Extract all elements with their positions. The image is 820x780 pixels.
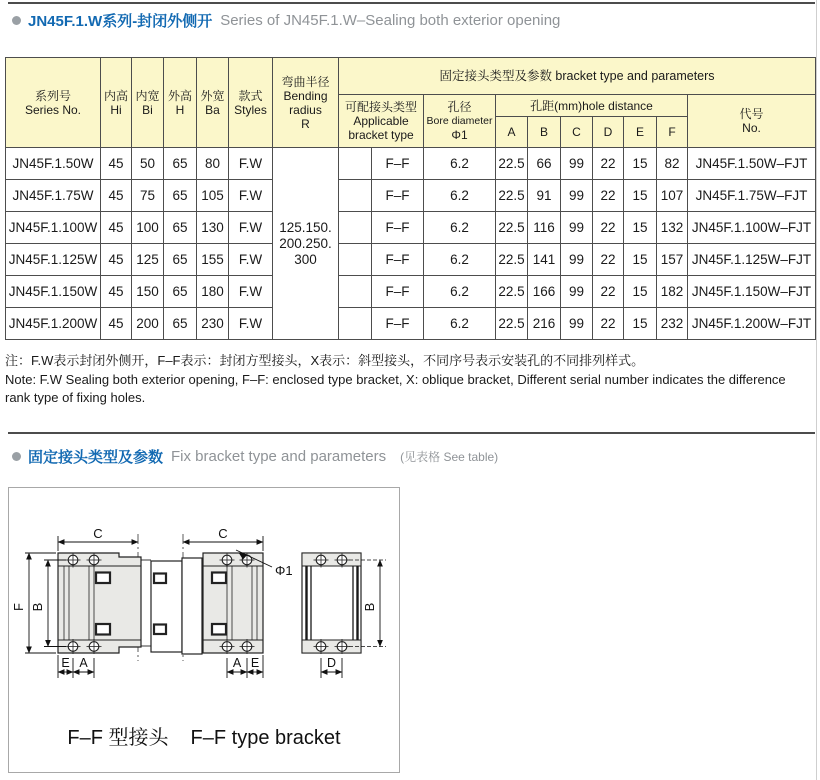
section2-title-en: Fix bracket type and parameters	[171, 448, 387, 465]
diagram-caption-zh: F–F 型接头	[67, 727, 169, 749]
cell-code: JN45F.1.75W–FJT	[688, 180, 816, 212]
cell-f: 157	[657, 244, 688, 276]
table-notes	[5, 352, 814, 408]
cell-series: JN45F.1.200W	[6, 308, 101, 340]
header-code: 代号 No.	[688, 95, 816, 148]
cell-f: 232	[657, 308, 688, 340]
end-view-drawing	[302, 553, 361, 653]
cell-c: 99	[561, 212, 593, 244]
header-col-c: C	[561, 117, 593, 148]
page-title-zh: JN45F.1.W系列-封闭外侧开	[28, 13, 213, 30]
diagram-caption	[9, 721, 399, 750]
cell-d: 22	[593, 180, 624, 212]
table-row	[6, 308, 816, 340]
cell-style: F.W	[229, 180, 273, 212]
cell-bi: 150	[132, 276, 164, 308]
cell-style: F.W	[229, 148, 273, 180]
cell-h: 65	[164, 244, 197, 276]
cell-d: 22	[593, 276, 624, 308]
bracket-diagram-box	[8, 487, 400, 773]
cell-series: JN45F.1.150W	[6, 276, 101, 308]
section-divider	[8, 432, 815, 434]
side-view-left-plate	[58, 553, 141, 653]
cell-a: 22.5	[496, 276, 528, 308]
cell-e: 15	[624, 212, 657, 244]
cell-ba: 230	[197, 308, 229, 340]
header-styles: 款式 Styles	[229, 58, 273, 148]
note-en: Note: F.W Sealing both exterior opening, F–F: enclosed type bracket, X: oblique bracket, Different serial number indicates the difference rank type of fixing holes.	[5, 371, 786, 405]
dim-label-e-bottom-left: E	[61, 656, 70, 670]
cell-bore: 6.2	[424, 244, 496, 276]
header-h: 外高 H	[164, 58, 197, 148]
header-col-e: E	[624, 117, 657, 148]
cell-code: JN45F.1.50W–FJT	[688, 148, 816, 180]
cell-ba: 130	[197, 212, 229, 244]
header-hi: 内高 Hi	[101, 58, 132, 148]
cell-ba: 180	[197, 276, 229, 308]
cell-hi: 45	[101, 180, 132, 212]
spacer-cell	[339, 244, 372, 276]
page-title-en: Series of JN45F.1.W–Sealing both exterior opening	[220, 12, 561, 29]
cell-f: 132	[657, 212, 688, 244]
cell-bore: 6.2	[424, 308, 496, 340]
dim-label-f: F	[11, 603, 26, 611]
header-bi: 内宽 Bi	[132, 58, 164, 148]
cell-d: 22	[593, 244, 624, 276]
cell-ba: 105	[197, 180, 229, 212]
cell-bore: 6.2	[424, 180, 496, 212]
cell-h: 65	[164, 308, 197, 340]
cell-b: 141	[528, 244, 561, 276]
spacer-cell	[339, 212, 372, 244]
header-bending-radius: 弯曲半径 Bending radius R	[273, 58, 339, 148]
cell-f: 107	[657, 180, 688, 212]
cell-style: F.W	[229, 212, 273, 244]
cell-h: 65	[164, 180, 197, 212]
cell-e: 15	[624, 308, 657, 340]
cell-d: 22	[593, 308, 624, 340]
cell-hi: 45	[101, 308, 132, 340]
cell-e: 15	[624, 180, 657, 212]
cell-bracket: F–F	[372, 244, 424, 276]
section1-title	[12, 10, 560, 31]
cell-hi: 45	[101, 148, 132, 180]
see-table-note: (见表格 See table)	[400, 450, 499, 464]
cell-a: 22.5	[496, 244, 528, 276]
page-edge-line	[816, 0, 817, 780]
cell-series: JN45F.1.50W	[6, 148, 101, 180]
cell-bi: 125	[132, 244, 164, 276]
cell-hi: 45	[101, 276, 132, 308]
cell-a: 22.5	[496, 212, 528, 244]
cell-ba: 80	[197, 148, 229, 180]
cell-ba: 155	[197, 244, 229, 276]
cell-bi: 100	[132, 212, 164, 244]
cell-c: 99	[561, 276, 593, 308]
table-row	[6, 212, 816, 244]
cell-f: 182	[657, 276, 688, 308]
table-row	[6, 244, 816, 276]
dim-label-b-right: B	[362, 602, 377, 612]
cell-c: 99	[561, 180, 593, 212]
cell-bi: 50	[132, 148, 164, 180]
header-col-b: B	[528, 117, 561, 148]
header-ba: 外宽 Ba	[197, 58, 229, 148]
cell-h: 65	[164, 212, 197, 244]
cell-a: 22.5	[496, 148, 528, 180]
header-col-a: A	[496, 117, 528, 148]
spec-table	[5, 57, 816, 340]
cell-b: 166	[528, 276, 561, 308]
cell-a: 22.5	[496, 180, 528, 212]
cell-code: JN45F.1.200W–FJT	[688, 308, 816, 340]
cell-b: 91	[528, 180, 561, 212]
spacer-cell	[339, 180, 372, 212]
cell-bending-radius: 125.150. 200.250. 300	[273, 148, 339, 340]
side-view-middle-link	[141, 558, 202, 654]
dim-label-a-bottom-left: A	[79, 656, 88, 670]
cell-hi: 45	[101, 244, 132, 276]
cell-e: 15	[624, 244, 657, 276]
diagram-caption-en: F–F type bracket	[190, 727, 341, 749]
cell-d: 22	[593, 148, 624, 180]
cell-h: 65	[164, 148, 197, 180]
table-row	[6, 148, 816, 180]
header-applicable-type: 可配接头类型 Applicable bracket type	[339, 95, 424, 148]
dim-label-c-left: C	[93, 526, 103, 541]
dim-label-d: D	[326, 656, 337, 670]
cell-series: JN45F.1.75W	[6, 180, 101, 212]
cell-series: JN45F.1.125W	[6, 244, 101, 276]
bullet-icon	[12, 16, 21, 25]
header-col-f: F	[657, 117, 688, 148]
cell-b: 116	[528, 212, 561, 244]
table-row	[6, 276, 816, 308]
header-bracket-group: 固定接头类型及参数 bracket type and parameters	[339, 58, 816, 95]
dim-label-c-right: C	[218, 526, 228, 541]
cell-h: 65	[164, 276, 197, 308]
cell-c: 99	[561, 148, 593, 180]
note-zh: 注：F.W表示封闭外侧开，F–F表示：封闭方型接头，X表示：斜型接头，不同序号表示安装孔的不同排列样式。	[5, 353, 645, 368]
cell-bracket: F–F	[372, 148, 424, 180]
header-row-1	[6, 58, 816, 95]
cell-a: 22.5	[496, 308, 528, 340]
header-bore-diameter: 孔径 Bore diameter Φ1	[424, 95, 496, 148]
cell-bore: 6.2	[424, 276, 496, 308]
dim-label-phi1: Φ1	[275, 563, 293, 578]
header-series: 系列号 Series No.	[6, 58, 101, 148]
cell-e: 15	[624, 148, 657, 180]
spacer-cell	[339, 308, 372, 340]
spacer-cell	[339, 276, 372, 308]
cell-f: 82	[657, 148, 688, 180]
table-row	[6, 180, 816, 212]
cell-style: F.W	[229, 244, 273, 276]
cell-bi: 75	[132, 180, 164, 212]
dim-label-b-left: B	[30, 602, 45, 612]
cell-b: 216	[528, 308, 561, 340]
cell-code: JN45F.1.125W–FJT	[688, 244, 816, 276]
header-hole-distance: 孔距(mm)hole distance	[496, 95, 688, 117]
dim-label-e-bottom-right: E	[250, 656, 260, 670]
cell-c: 99	[561, 244, 593, 276]
cell-bore: 6.2	[424, 212, 496, 244]
cell-bi: 200	[132, 308, 164, 340]
dim-label-a-bottom-right: A	[232, 656, 242, 670]
cell-d: 22	[593, 212, 624, 244]
cell-b: 66	[528, 148, 561, 180]
cell-series: JN45F.1.100W	[6, 212, 101, 244]
cell-style: F.W	[229, 276, 273, 308]
header-col-d: D	[593, 117, 624, 148]
cell-c: 99	[561, 308, 593, 340]
side-view-right-plate	[203, 553, 263, 653]
cell-hi: 45	[101, 212, 132, 244]
section2-title-zh: 固定接头类型及参数	[28, 449, 164, 466]
cell-bracket: F–F	[372, 212, 424, 244]
section2-title	[12, 446, 498, 467]
cell-bracket: F–F	[372, 308, 424, 340]
cell-code: JN45F.1.150W–FJT	[688, 276, 816, 308]
spacer-cell	[339, 148, 372, 180]
cell-bracket: F–F	[372, 276, 424, 308]
cell-bracket: F–F	[372, 180, 424, 212]
bullet-icon	[12, 452, 21, 461]
cell-bore: 6.2	[424, 148, 496, 180]
cell-e: 15	[624, 276, 657, 308]
cell-code: JN45F.1.100W–FJT	[688, 212, 816, 244]
top-rule	[8, 2, 815, 4]
cell-style: F.W	[229, 308, 273, 340]
